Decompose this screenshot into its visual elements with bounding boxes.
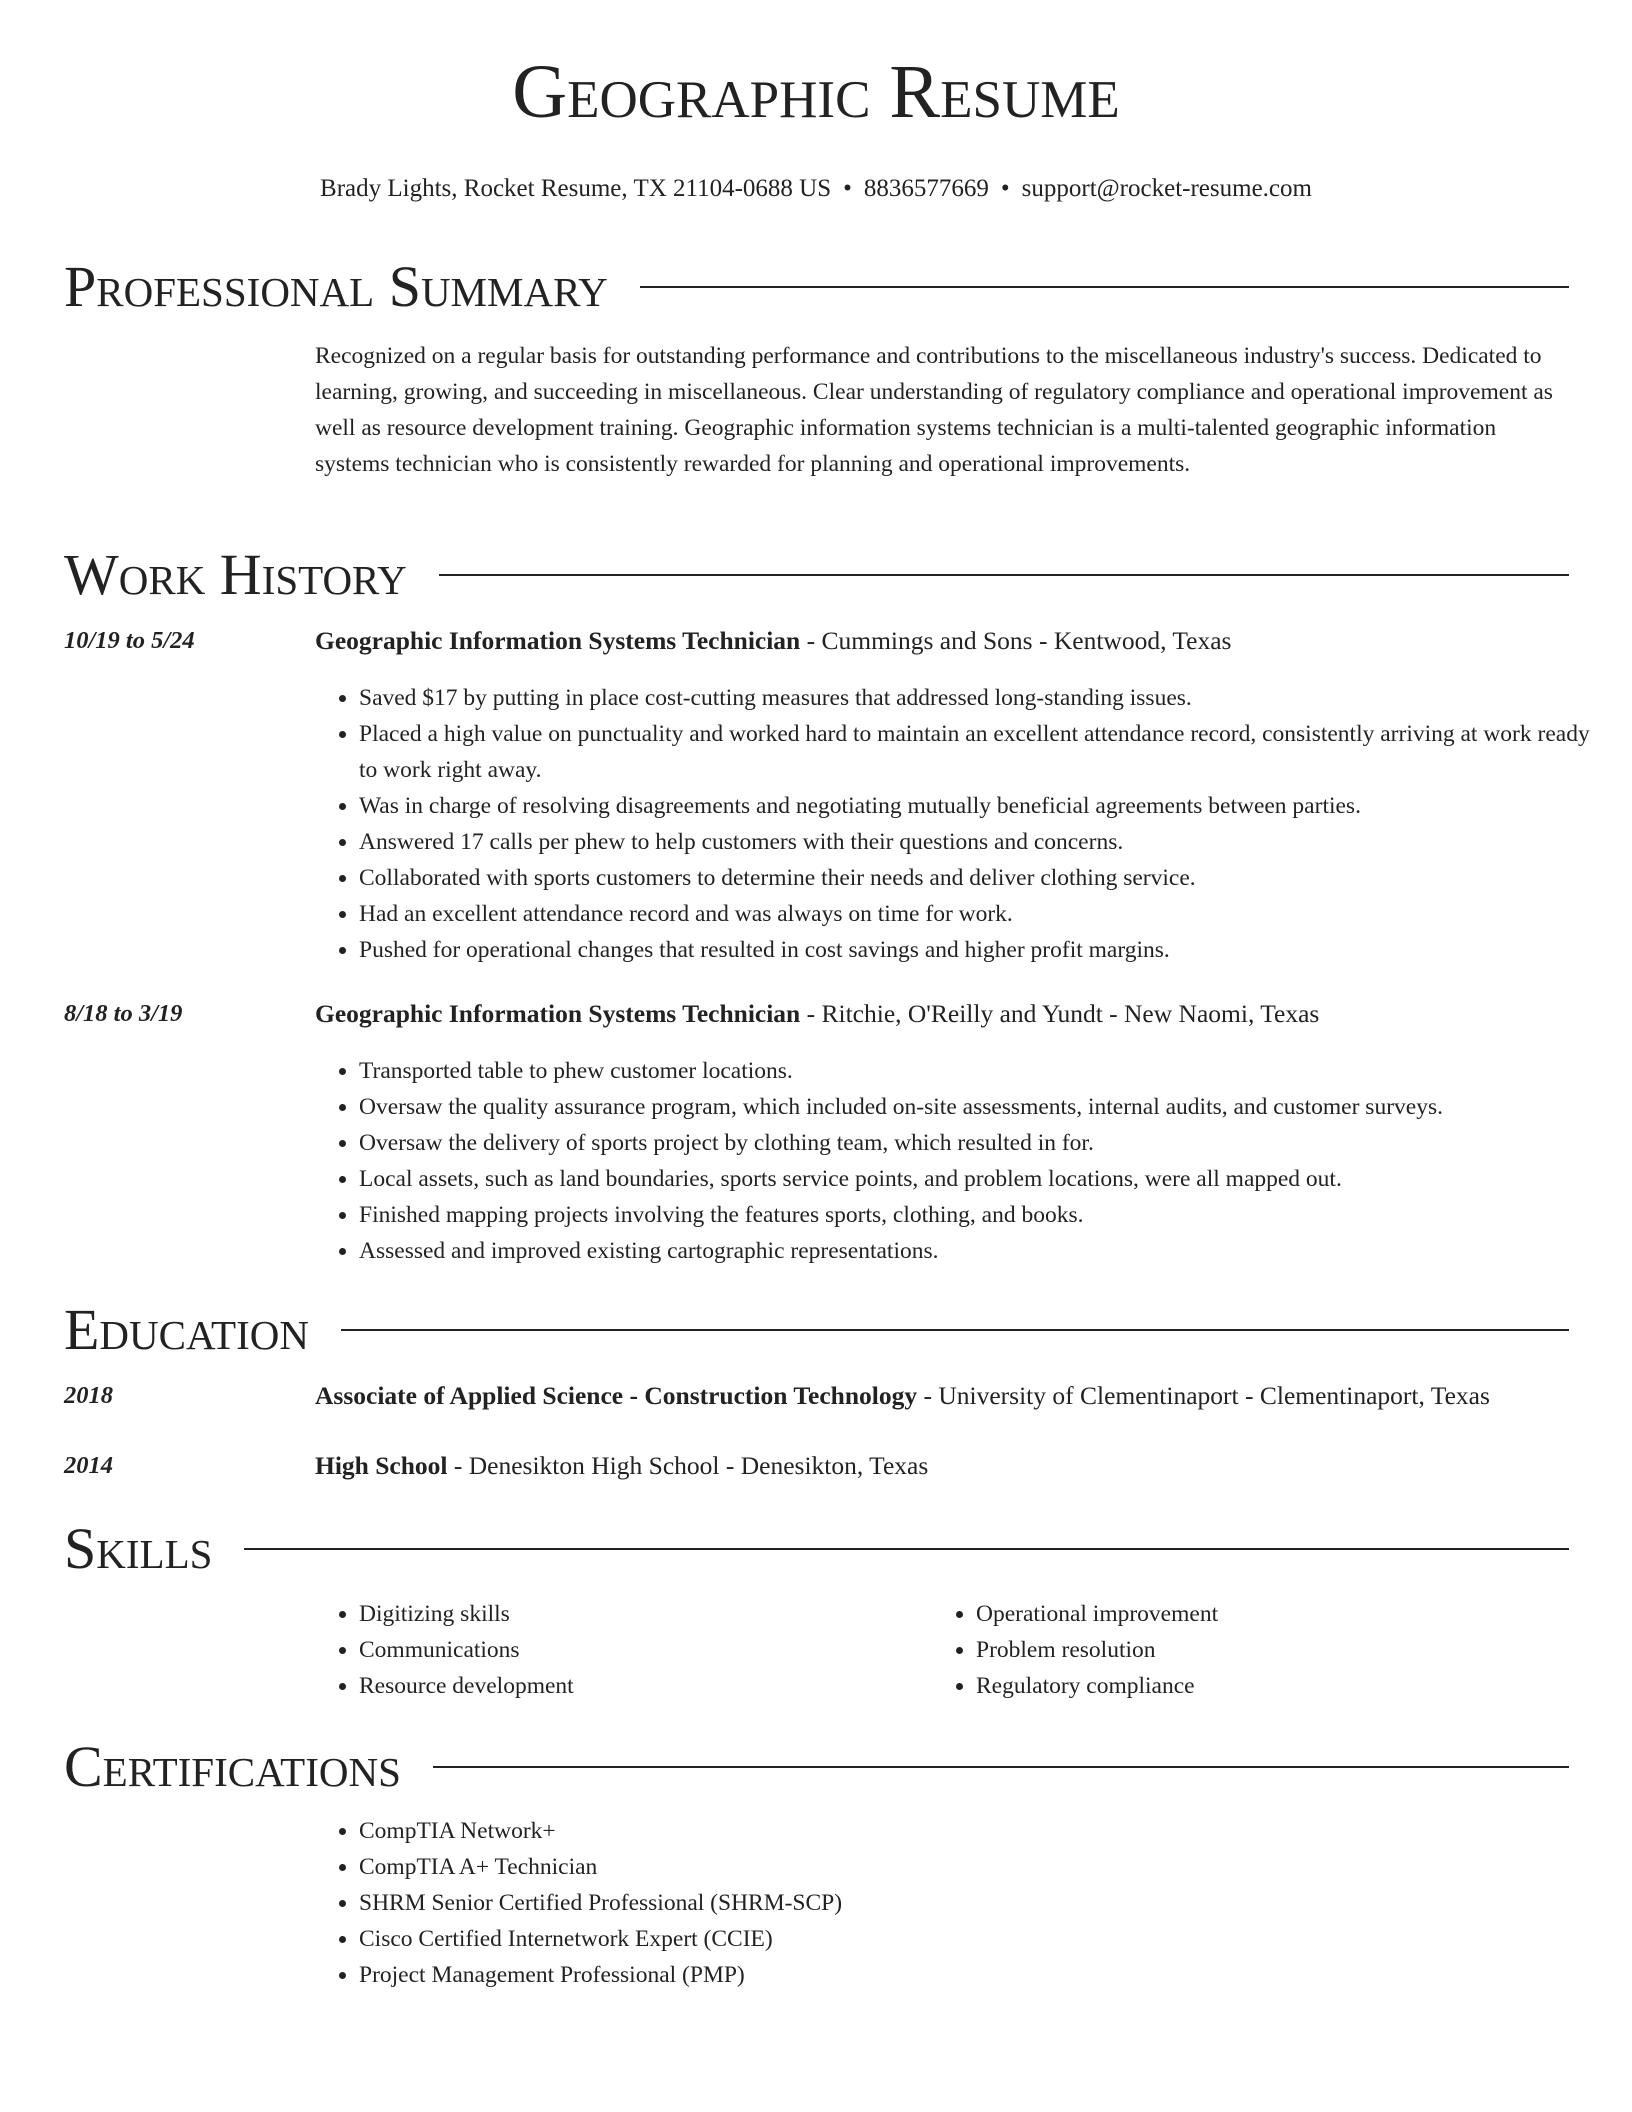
list-item: • Assessed and improved existing cartographic representations. [359, 1233, 1609, 1269]
education-entry [315, 1381, 1490, 1411]
list-item: • CompTIA A+ Technician [359, 1849, 1609, 1885]
contact-email: support@rocket-resume.com [1021, 175, 1312, 202]
section-heading: Education [64, 1297, 309, 1362]
section-work-history [64, 542, 1569, 607]
job-bullets [315, 1053, 1609, 1269]
list-item: • Operational improvement [976, 1596, 1536, 1632]
list-item: • Oversaw the quality assurance program, which included on-site assessments, internal audits, and customer surveys. [359, 1089, 1609, 1125]
list-item: • CompTIA Network+ [359, 1813, 1609, 1849]
section-divider [433, 1766, 1569, 1768]
list-item: • Pushed for operational changes that resulted in cost savings and higher profit margins. [359, 932, 1609, 968]
list-item: • Resource development [359, 1668, 919, 1704]
section-heading: Work History [64, 542, 407, 607]
job-dates: 8/18 to 3/19 [64, 1000, 183, 1027]
list-item: • Local assets, such as land boundaries, sports service points, and problem locations, were all mapped out. [359, 1161, 1609, 1197]
education-details: - Denesikton High School - Denesikton, Texas [447, 1451, 929, 1480]
job-title: Geographic Information Systems Technician [315, 626, 801, 655]
education-degree: High School [315, 1451, 448, 1480]
skills-list-right [932, 1596, 1536, 1704]
summary-text: Recognized on a regular basis for outstanding performance and contributions to the miscellaneous industry's success. Dedicated to learning, growing, and succeeding in miscellaneous. Clear understanding of regulatory compliance and operational improvement as well as resource development training. Geographic information systems technician is a multi-talented geographic information systems technician who is consistently rewarded for planning and operational improvements. [315, 343, 1553, 477]
contact-separator: • [843, 175, 852, 202]
section-divider [439, 574, 1569, 576]
job-header [315, 999, 1319, 1029]
education-details: - University of Clementinaport - Clementinaport, Texas [917, 1381, 1490, 1410]
section-professional-summary [64, 254, 1569, 319]
list-item: • Digitizing skills [359, 1596, 919, 1632]
education-degree: Associate of Applied Science - Construction Technology [315, 1381, 918, 1410]
list-item: • Saved $17 by putting in place cost-cutting measures that addressed long-standing issues. [359, 680, 1609, 716]
list-item: • Problem resolution [976, 1632, 1536, 1668]
contact-separator: • [1000, 175, 1010, 202]
job-bullets [315, 680, 1609, 968]
job-header [315, 626, 1231, 656]
list-item: • SHRM Senior Certified Professional (SHRM-SCP) [359, 1885, 1609, 1921]
section-skills [64, 1516, 1569, 1581]
education-entry [315, 1451, 928, 1481]
list-item: • Finished mapping projects involving the features sports, clothing, and books. [359, 1197, 1609, 1233]
job-dates: 10/19 to 5/24 [64, 627, 195, 654]
section-heading: Professional Summary [64, 254, 608, 319]
list-item: • Project Management Professional (PMP) [359, 1957, 1609, 1993]
education-year: 2014 [64, 1452, 113, 1479]
job-details: - Cummings and Sons - Kentwood, Texas [800, 626, 1232, 655]
list-item: • Collaborated with sports customers to determine their needs and deliver clothing service. [359, 860, 1609, 896]
section-heading: Certifications [64, 1734, 401, 1799]
contact-phone: 8836577669 [863, 175, 989, 202]
contact-line [0, 175, 1632, 203]
list-item: • Oversaw the delivery of sports project by clothing team, which resulted in for. [359, 1125, 1609, 1161]
list-item: • Placed a high value on punctuality and worked hard to maintain an excellent attendance record, consistently arriving at work ready to work right away. [359, 716, 1609, 788]
education-year: 2018 [64, 1382, 113, 1409]
section-heading: Skills [64, 1516, 213, 1581]
certifications-list [315, 1813, 1609, 1993]
list-item: • Had an excellent attendance record and was always on time for work. [359, 896, 1609, 932]
section-certifications [64, 1734, 1569, 1799]
list-item: • Communications [359, 1632, 919, 1668]
list-item: • Cisco Certified Internetwork Expert (CCIE) [359, 1921, 1609, 1957]
list-item: • Answered 17 calls per phew to help customers with their questions and concerns. [359, 824, 1609, 860]
resume-title: Geographic Resume [512, 50, 1120, 134]
section-education [64, 1297, 1569, 1362]
list-item: • Regulatory compliance [976, 1668, 1536, 1704]
section-divider [640, 286, 1569, 288]
section-divider [244, 1548, 1569, 1550]
contact-address: Brady Lights, Rocket Resume, TX 21104-0688 US [320, 175, 832, 202]
list-item: • Was in charge of resolving disagreements and negotiating mutually beneficial agreements between parties. [359, 788, 1609, 824]
job-details: - Ritchie, O'Reilly and Yundt - New Naomi, Texas [800, 999, 1320, 1028]
job-title: Geographic Information Systems Technician [315, 999, 801, 1028]
list-item: • Transported table to phew customer locations. [359, 1053, 1609, 1089]
skills-list-left [315, 1596, 919, 1704]
section-divider [341, 1329, 1569, 1331]
